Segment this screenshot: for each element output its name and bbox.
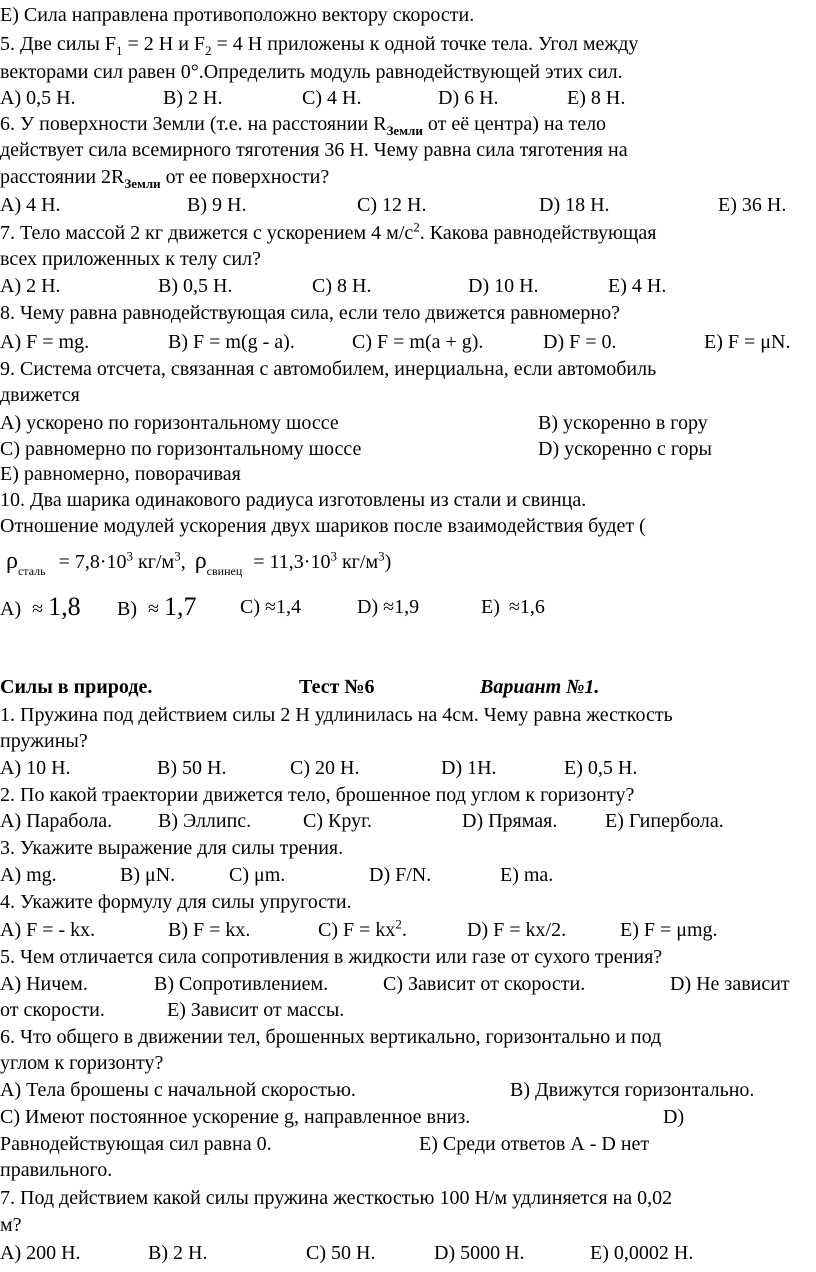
t6-q6-line-2: углом к горизонту? <box>0 1052 164 1074</box>
q5-option-b: В) 2 Н. <box>163 87 223 109</box>
t6-q3-option-d: D) F/N. <box>369 864 432 886</box>
steel-exponent: 3 <box>126 548 134 564</box>
t6-q4-option-c: С) $F = kx^2$. <box>318 916 407 941</box>
variant-number: Вариант №1. <box>480 676 600 698</box>
q8-option-e: Е) F = μN. <box>704 331 791 353</box>
t6-q1-line-2: пружины? <box>0 730 88 752</box>
t6-q7-option-a: А) 200 Н. <box>0 1242 81 1264</box>
section-topic: Силы в природе. <box>0 676 153 698</box>
test-number: Тест №6 <box>299 676 375 698</box>
t6-q5-option-b: В) Сопротивлением. <box>154 973 329 995</box>
t6-q1-option-d: D) 1Н. <box>441 757 497 779</box>
q8-option-d: D) F = 0. <box>543 331 617 353</box>
t6-q3-option-e: Е) ma. <box>500 864 554 886</box>
t6-q1-option-e: Е) 0,5 Н. <box>564 757 638 779</box>
q6-option-c: С) 12 Н. <box>357 194 427 216</box>
q7-option-d: D) 10 Н. <box>468 275 539 297</box>
lead-exponent: 3 <box>330 548 337 564</box>
q8-line-1: 8. Чему равна равнодействующая сила, если тело движется равномерно? <box>0 302 620 324</box>
lead-unit: кг/м <box>336 551 379 573</box>
t6-q3-option-a: А) mg. <box>0 864 57 886</box>
q7-option-a: А) 2 Н. <box>0 275 61 297</box>
t6-q6-option-d-text: Равнодействующая сил равна 0. <box>0 1133 272 1155</box>
density-separator: , <box>180 551 186 573</box>
q6-line-1: 6. У поверхности Земли (т.е. на расстоянии $R_{Земли}$ от её центра) на тело <box>0 113 607 138</box>
q5-option-c: С) 4 Н. <box>302 87 362 109</box>
t6-q7-line-1: 7. Под действием какой силы пружина жесткостью 100 Н/м удлиняется на 0,02 <box>0 1187 673 1209</box>
q9-option-b: В) ускоренно в гору <box>538 412 708 434</box>
q6-line-3: расстоянии $2R_{Земли}$ от ее поверхности? <box>0 166 330 191</box>
steel-value: = 7,8·10 <box>58 551 127 573</box>
q7-line-1: 7. Тело массой 2 кг движется с ускорением 4 $м/с^2$. Какова равнодействующая <box>0 219 657 244</box>
q8-option-a: А) F = mg. <box>0 331 90 353</box>
lead-value: = 11,3·10 <box>253 551 331 573</box>
q6-option-a: А) 4 Н. <box>0 194 61 216</box>
steel-subscript: сталь <box>17 564 46 578</box>
q6-option-d: D) 18 Н. <box>539 194 610 216</box>
q5-line-1: 5. Две силы $F_1 = 2$ Н и $F_2 = 4$ Н приложены к одной точке тела. Угол между <box>0 33 639 58</box>
q10-line-2: Отношение модулей ускорения двух шариков после взаимодействия будет ( <box>0 515 646 537</box>
t6-q3-line-1: 3. Укажите выражение для силы трения. <box>0 837 344 859</box>
rho-lead-symbol: ρ <box>194 548 207 574</box>
t6-q6-option-d-label: D) <box>663 1106 685 1128</box>
q8-option-b: В) F = m(g - a). <box>168 331 295 353</box>
t6-q2-option-a: А) Парабола. <box>0 810 113 832</box>
t6-q5-option-d-cont: от скорости. <box>0 999 105 1021</box>
steel-unit: кг/м <box>133 551 175 573</box>
q6-line-2: действует сила всемирного тяготения 36 Н. Чему равна сила тяготения на <box>0 139 628 161</box>
q4-option-e-tail: E) Сила направлена противоположно вектору скорости. <box>0 4 475 26</box>
t6-q5-line-1: 5. Чем отличается сила сопротивления в жидкости или газе от сухого трения? <box>0 946 663 968</box>
q7-option-c: С) 8 Н. <box>312 275 372 297</box>
q5-line-2: векторами сил равен 0°.Определить модуль равнодействующей этих сил. <box>0 61 623 83</box>
t6-q7-option-d: D) 5000 Н. <box>434 1242 525 1264</box>
t6-q5-option-c: С) Зависит от скорости. <box>383 973 586 995</box>
t6-q1-option-a: А) 10 Н. <box>0 757 71 779</box>
t6-q7-option-b: В) 2 Н. <box>148 1242 208 1264</box>
density-formula <box>6 548 391 577</box>
q5-option-e: Е) 8 Н. <box>567 87 626 109</box>
q9-option-a: А) ускорено по горизонтальному шоссе <box>0 412 339 434</box>
lead-subscript: свинец <box>206 564 243 578</box>
t6-q7-option-e: Е) 0,0002 Н. <box>590 1242 694 1264</box>
q8-option-c: С) F = m(a + g). <box>352 331 484 353</box>
t6-q4-option-a: А) F = - kx. <box>0 919 96 941</box>
t6-q2-option-d: D) Прямая. <box>462 810 558 832</box>
t6-q5-option-a: А) Ничем. <box>0 973 88 995</box>
q9-line-2: движется <box>0 384 80 406</box>
t6-q7-line-2: м? <box>0 1214 22 1236</box>
t6-q2-option-b: В) Эллипс. <box>158 810 252 832</box>
q6-option-e: Е) 36 Н. <box>718 194 787 216</box>
q10-option-d: D) ≈1,9 <box>357 596 420 618</box>
t6-q6-line-1: 6. Что общего в движении тел, брошенных вертикально, горизонтально и под <box>0 1026 662 1048</box>
q10-option-a: А) ≈ 1,8 <box>0 592 81 621</box>
q10-line-1: 10. Два шарика одинакового радиуса изготовлены из стали и свинца. <box>0 489 587 511</box>
t6-q2-option-c: С) Круг. <box>303 810 373 832</box>
t6-q4-line-1: 4. Укажите формулу для силы упругости. <box>0 891 352 913</box>
t6-q5-option-d: D) Не зависит <box>670 973 790 995</box>
t6-q6-option-c: С) Имеют постоянное ускорение g, направленное вниз. <box>0 1106 471 1128</box>
t6-q1-option-b: В) 50 Н. <box>157 757 227 779</box>
q9-option-e: Е) равномерно, поворачивая <box>0 463 241 485</box>
q5-option-d: D) 6 Н. <box>438 87 499 109</box>
t6-q2-line-1: 2. По какой траектории движется тело, брошенное под углом к горизонту? <box>0 784 635 806</box>
steel-unit-exponent: 3 <box>174 548 181 564</box>
t6-q3-option-c: С) μm. <box>229 864 286 886</box>
q9-line-1: 9. Система отсчета, связанная с автомобилем, инерциальна, если автомобиль <box>0 358 657 380</box>
q10-option-b: В) ≈ 1,7 <box>117 592 197 621</box>
q7-line-2: всех приложенных к телу сил? <box>0 248 261 270</box>
t6-q4-option-b: В) F = kx. <box>168 919 251 941</box>
t6-q2-option-e: Е) Гипербола. <box>605 810 724 832</box>
q9-option-c: С) равномерно по горизонтальному шоссе <box>0 438 362 460</box>
q6-option-b: В) 9 Н. <box>187 194 247 216</box>
t6-q3-option-b: В) μN. <box>120 864 176 886</box>
t6-q1-line-1: 1. Пружина под действием силы 2 Н удлинилась на 4см. Чему равна жесткость <box>0 704 673 726</box>
t6-q5-option-e: Е) Зависит от массы. <box>167 999 345 1021</box>
t6-q4-option-d: D) F = kx/2. <box>467 919 567 941</box>
q10-option-e: Е) ≈1,6 <box>481 596 545 618</box>
q5-option-a: А) 0,5 Н. <box>0 87 76 109</box>
q10-option-c: С) ≈1,4 <box>240 596 301 618</box>
density-close-paren: ) <box>384 551 392 573</box>
q7-option-b: В) 0,5 Н. <box>158 275 233 297</box>
rho-steel-symbol: ρ <box>6 548 18 574</box>
t6-q7-option-c: С) 50 Н. <box>306 1242 376 1264</box>
t6-q1-option-c: С) 20 Н. <box>290 757 360 779</box>
lead-unit-exponent: 3 <box>378 548 385 564</box>
t6-q6-option-b: В) Движутся горизонтально. <box>510 1079 755 1101</box>
t6-q4-option-e: Е) F = μmg. <box>620 919 718 941</box>
t6-q6-option-e: Е) Среди ответов А - D нет <box>419 1133 650 1155</box>
q7-option-e: Е) 4 Н. <box>608 275 667 297</box>
t6-q6-option-a: А) Тела брошены с начальной скоростью. <box>0 1079 356 1101</box>
t6-q6-option-e-cont: правильного. <box>0 1159 113 1181</box>
q9-option-d: D) ускоренно с горы <box>538 438 712 460</box>
